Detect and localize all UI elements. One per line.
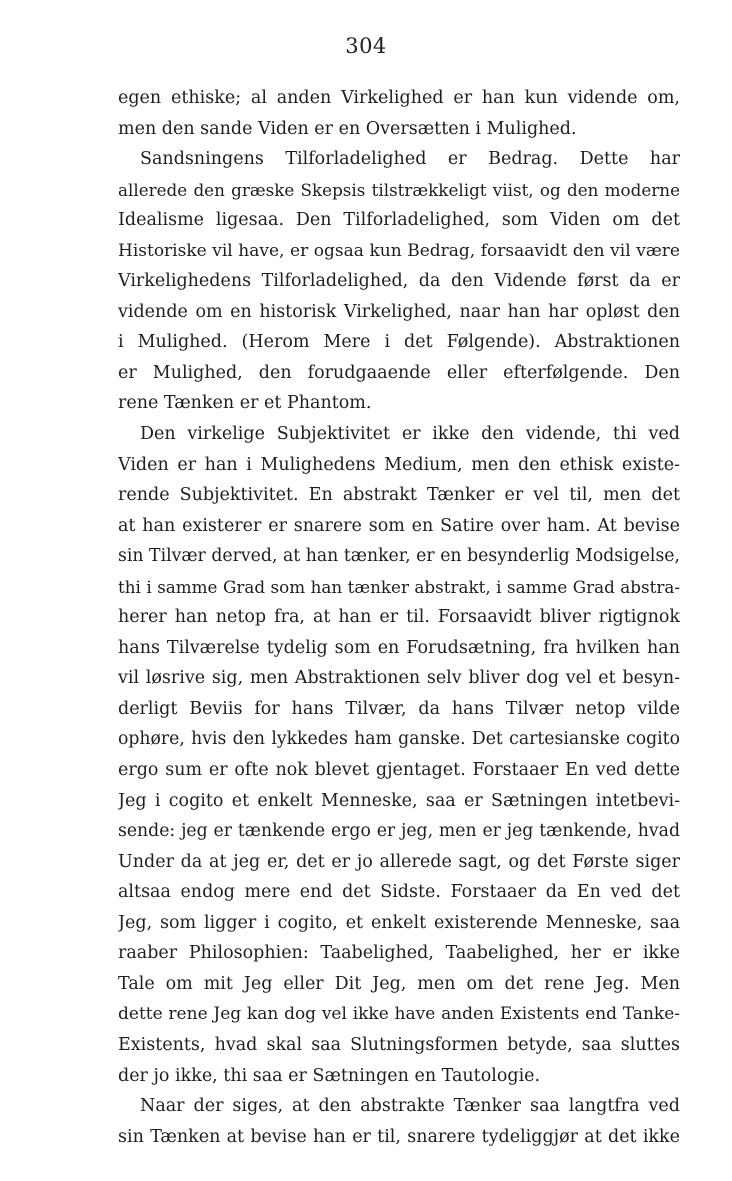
page-number: 304: [345, 34, 387, 58]
text-line: Jeg, som ligger i cogito, et enkelt existerende Menneske, saa: [118, 912, 680, 933]
text-line: rende Subjektivitet. En abstrakt Tænker er vel til, men det: [118, 485, 680, 506]
text-line: vil løsrive sig, men Abstraktionen selv bliver dog vel et besyn-: [118, 668, 680, 689]
text-line: allerede den græske Skepsis tilstrækkeligt viist, og den moderne: [118, 179, 680, 200]
text-line: egen ethiske; al anden Virkelighed er han kun vidende om,: [118, 88, 680, 108]
text-line: men den sande Viden er en Oversætten i Mulighed.: [118, 118, 577, 139]
text-line: rene Tænken er et Phantom.: [118, 393, 372, 414]
text-line: Historiske vil have, er ogsaa kun Bedrag, forsaavidt den vil være: [118, 240, 680, 261]
text-line: der jo ikke, thi saa er Sætningen en Tautologie.: [118, 1065, 541, 1086]
text-line: Virkelighedens Tilforladelighed, da den Vidende først da er: [118, 271, 680, 292]
text-line: Under da at jeg er, det er jo allerede sagt, og det Første siger: [118, 851, 680, 872]
text-line: Den virkelige Subjektivitet er ikke den vidende, thi ved: [140, 424, 680, 445]
text-line: Tale om mit Jeg eller Dit Jeg, men om det rene Jeg. Men: [118, 973, 680, 994]
text-line: Naar der siges, at den abstrakte Tænker saa langtfra ved: [140, 1096, 680, 1117]
text-line: sin Tænken at bevise han er til, snarere tydeliggjør at det ikke: [118, 1126, 680, 1147]
text-line: thi i samme Grad som han tænker abstrakt, i samme Grad abstra-: [118, 576, 680, 597]
text-line: derligt Beviis for hans Tilvær, da hans Tilvær netop vilde: [118, 698, 680, 719]
text-line: Jeg i cogito et enkelt Menneske, saa er Sætningen intetbevi-: [118, 790, 680, 811]
text-line: dette rene Jeg kan dog vel ikke have anden Existents end Tanke-: [118, 1004, 680, 1025]
text-line: hans Tilværelse tydelig som en Forudsætning, fra hvilken han: [118, 637, 680, 658]
text-line: ergo sum er ofte nok blevet gjentaget. Forstaaer En ved dette: [118, 760, 680, 781]
text-line: Viden er han i Mulighedens Medium, men den ethisk existe-: [118, 454, 680, 475]
text-line: ophøre, hvis den lykkedes ham ganske. Det cartesianske cogito: [118, 729, 680, 750]
text-line: Idealisme ligesaa. Den Tilforladelighed, som Viden om det: [118, 210, 680, 231]
text-line: sende: jeg er tænkende ergo er jeg, men er jeg tænkende, hvad: [118, 821, 680, 842]
text-line: Existents, hvad skal saa Slutningsformen betyde, saa sluttes: [118, 1034, 680, 1055]
text-line: at han existerer er snarere som en Satire over ham. At bevise: [118, 515, 680, 536]
text-line: raaber Philosophien: Taabelighed, Taabelighed, her er ikke: [118, 943, 680, 964]
text-line: i Mulighed. (Herom Mere i det Følgende). Abstraktionen: [118, 332, 680, 353]
text-line: er Mulighed, den forudgaaende eller efterfølgende. Den: [118, 362, 680, 383]
text-line: Sandsningens Tilforladelighed er Bedrag. Dette har: [140, 149, 680, 170]
text-line: herer han netop fra, at han er til. Forsaavidt bliver rigtignok: [118, 607, 680, 628]
text-line: vidende om en historisk Virkelighed, naar han har opløst den: [118, 301, 680, 322]
text-line: altsaa endog mere end det Sidste. Forstaaer da En ved det: [118, 882, 680, 903]
text-line: sin Tilvær derved, at han tænker, er en besynderlig Modsigelse,: [118, 546, 680, 567]
body-text: [118, 83, 680, 1152]
